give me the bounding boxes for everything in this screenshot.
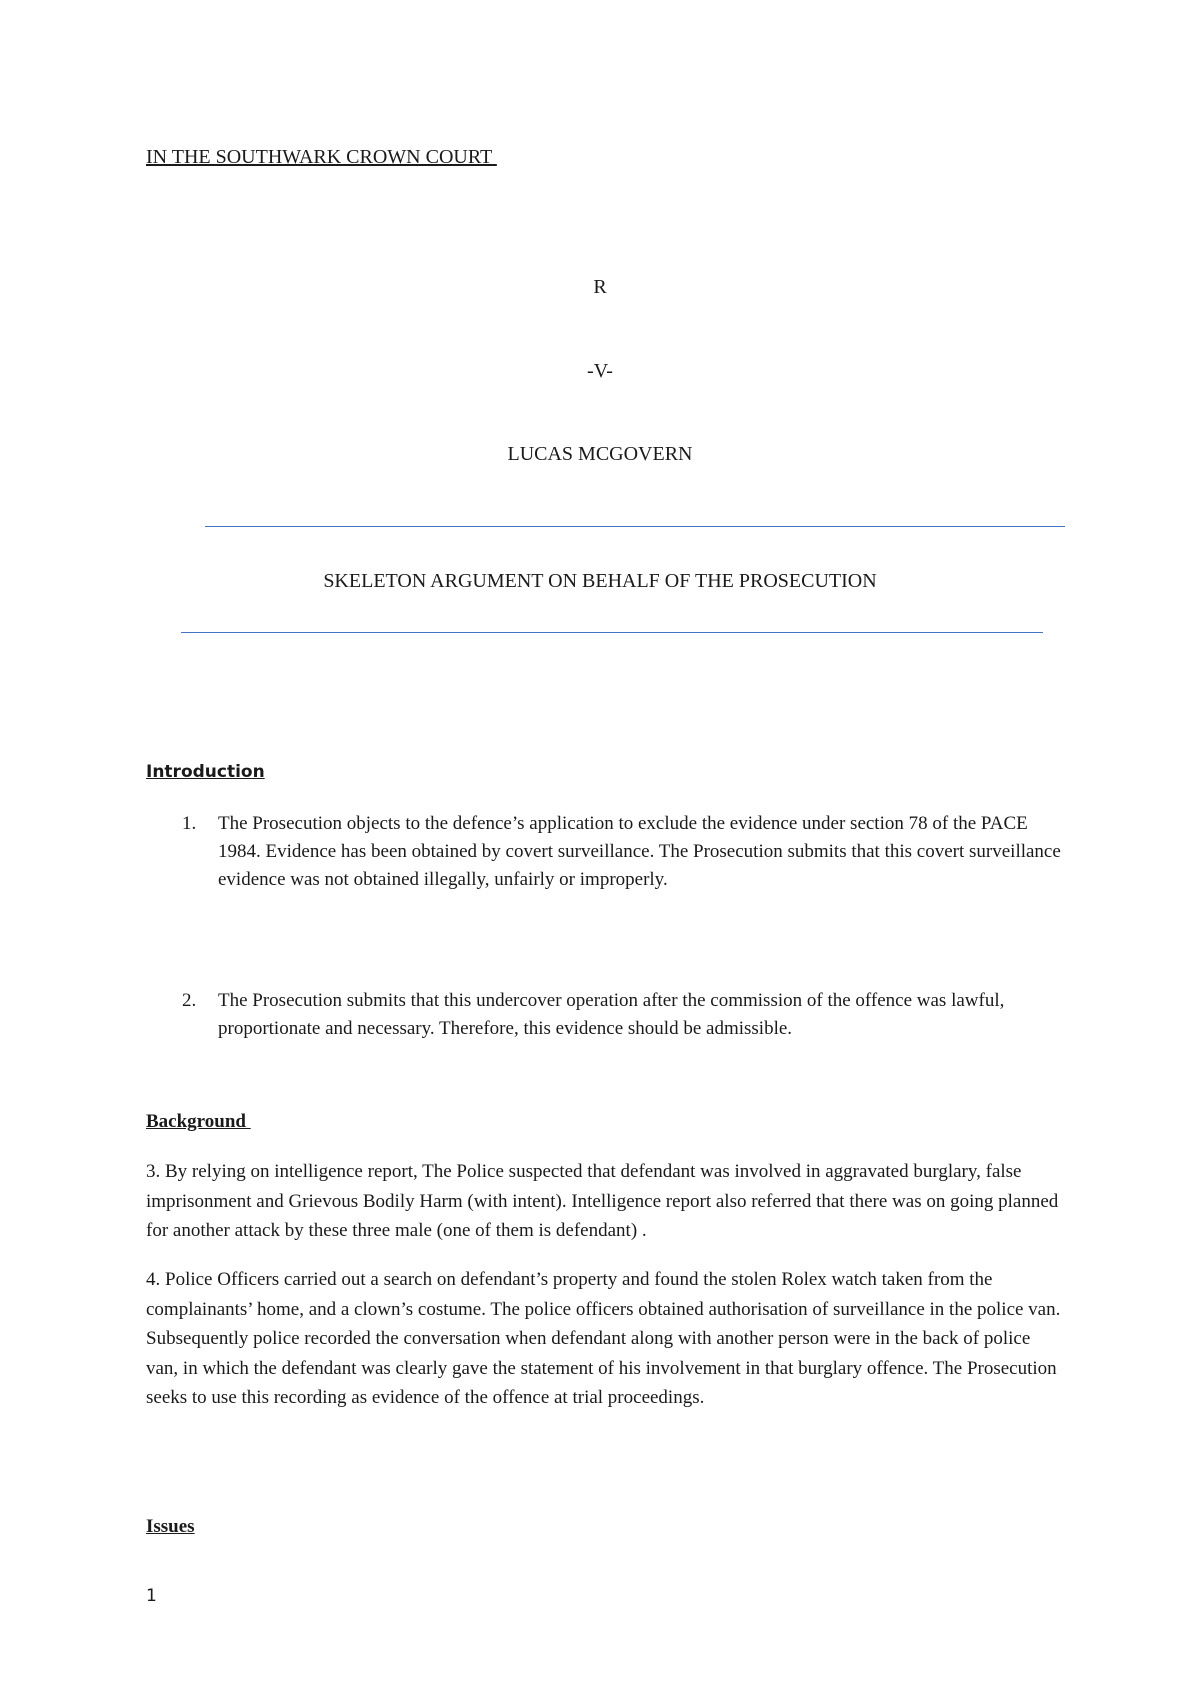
defendant-name: LUCAS MCGOVERN — [507, 443, 693, 465]
versus-label: -V- — [587, 360, 613, 382]
background-heading: Background — [146, 1111, 251, 1132]
court-heading: IN THE SOUTHWARK CROWN COURT — [146, 146, 497, 168]
page-number: 1 — [146, 1586, 157, 1606]
regina-label: R — [593, 276, 607, 298]
document-title: SKELETON ARGUMENT ON BEHALF OF THE PROSECUTION — [323, 570, 877, 592]
introduction-heading: Introduction — [146, 762, 265, 782]
background-paragraph-4: 4. Police Officers carried out a search on defendant’s property and found the stolen Rolex watch taken from the complainants’ home, and a clown’s costume. The police officers obtained authorisation of surveillance in the police van. Subsequently police recorded the conversation when defendant along with another person were in the back of police van, in which the defendant was clearly gave the statement of his involvement in that burglary offence. The Prosecution seeks to use this recording as evidence of the offence at trial proceedings. — [146, 1269, 1061, 1408]
paragraph-text: The Prosecution objects to the defence’s application to exclude the evidence under section 78 of the PACE 1984. Evidence has been obtained by covert surveillance. The Prosecution submits that this covert surveillance evidence was not obtained illegally, unfairly or improperly. — [218, 813, 1061, 890]
background-paragraph-3: 3. By relying on intelligence report, The Police suspected that defendant was involved in aggravated burglary, false imprisonment and Grievous Bodily Harm (with intent). Intelligence report also referred that there was on going planned for another attack by these three male (one of them is defendant) . — [146, 1161, 1059, 1241]
bottom-divider-rule — [181, 632, 1043, 633]
numbered-paragraph — [146, 810, 1066, 894]
top-divider-rule — [205, 526, 1065, 527]
paragraph-number: 2. — [182, 990, 197, 1011]
numbered-paragraph — [146, 987, 1066, 1043]
paragraph-number: 1. — [182, 813, 197, 834]
paragraph-text: The Prosecution submits that this undercover operation after the commission of the offence was lawful, proportionate and necessary. Therefore, this evidence should be admissible. — [218, 990, 1005, 1039]
issues-heading: Issues — [146, 1516, 195, 1537]
